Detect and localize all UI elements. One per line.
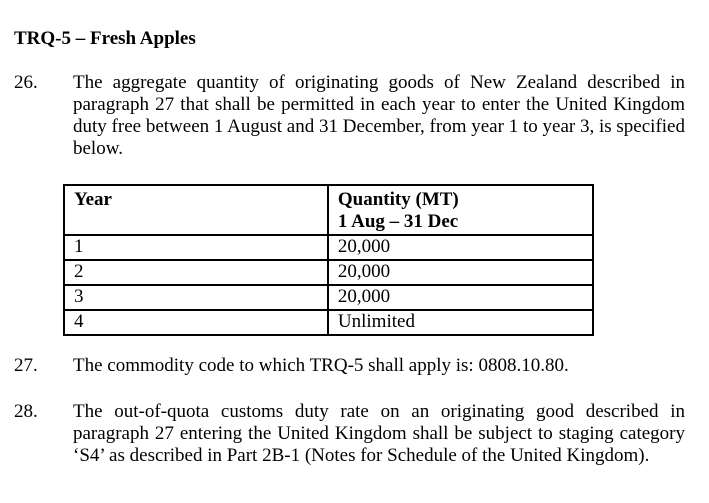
paragraph-28 [14,401,685,467]
cell-year: 1 [64,235,328,260]
table-row [64,285,593,310]
paragraph-26 [14,72,685,160]
header-quantity-period: 1 Aug – 31 Dec [337,211,459,232]
paragraph-27 [14,355,685,377]
paragraph-number: 26. [14,72,38,93]
cell-quantity: Unlimited [328,310,593,335]
paragraph-text: The aggregate quantity of originating goods of New Zealand described in paragraph 27 that shall be permitted in each year to enter the United Kingdom duty free between 1 August and 31 December, from year 1 to year 3, is specified below. [73,72,685,159]
paragraph-number: 27. [14,355,38,376]
header-year-label: Year [74,189,112,210]
cell-quantity: 20,000 [328,285,593,310]
table-row [64,260,593,285]
quota-table [63,184,594,336]
cell-year: 4 [64,310,328,335]
header-quantity-label: Quantity (MT) [337,189,459,210]
table-header-row [64,185,593,235]
section-heading: TRQ-5 – Fresh Apples [14,28,196,49]
header-year [64,185,328,235]
paragraph-text: The out-of-quota customs duty rate on an originating good described in paragraph 27 entering the United Kingdom shall be subject to staging category ‘S4’ as described in Part 2B-1 (Notes for Schedule of the United Kingdom). [73,401,685,466]
cell-quantity: 20,000 [328,235,593,260]
cell-year: 3 [64,285,328,310]
paragraph-number: 28. [14,401,38,422]
paragraph-text: The commodity code to which TRQ-5 shall apply is: 0808.10.80. [73,355,569,376]
header-quantity [328,185,593,235]
table-row [64,235,593,260]
table-row [64,310,593,335]
cell-year: 2 [64,260,328,285]
cell-quantity: 20,000 [328,260,593,285]
